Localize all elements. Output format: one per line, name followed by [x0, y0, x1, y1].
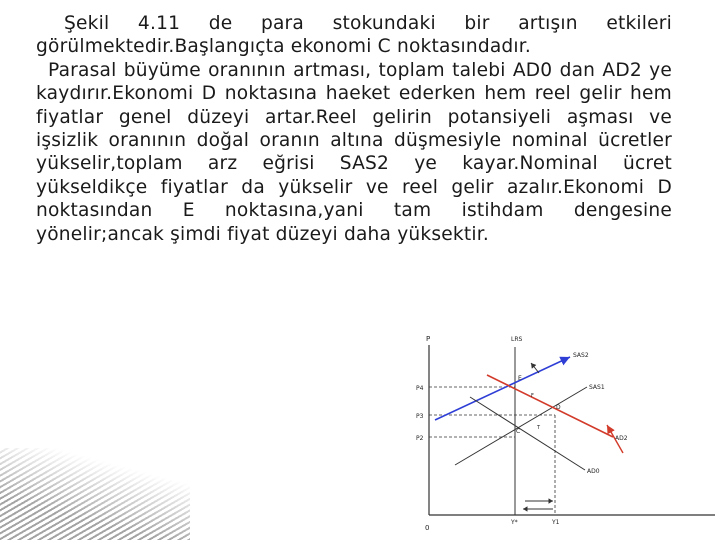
paragraph-1: Şekil 4.11 de para stokundaki bir artışın etkileri görülmektedir.Başlangıçta ekonomi C noktasındadır.	[36, 13, 672, 58]
price-label-p3: P3	[416, 413, 424, 420]
ad2-label: AD2	[615, 435, 628, 442]
sas1-label: SAS1	[589, 384, 605, 391]
sas1-line	[455, 387, 587, 465]
output-label-ystar: Y*	[511, 519, 518, 526]
sas2-line	[435, 357, 570, 420]
point-label-t: T	[537, 425, 541, 431]
ad0-line	[470, 397, 585, 470]
economic-figure	[415, 325, 720, 540]
sas-shift-arrow	[531, 363, 539, 373]
point-label-f: F	[531, 393, 534, 399]
origin-label: 0	[425, 524, 430, 532]
point-label-c: C	[516, 428, 521, 435]
y-axis-label: P	[426, 335, 431, 343]
lrs-label: LRS	[511, 336, 523, 343]
price-label-p4: P4	[416, 385, 424, 392]
point-label-d: D	[556, 404, 561, 411]
point-label-e: E	[518, 375, 522, 382]
decorative-stripes	[0, 448, 190, 540]
body-text	[36, 12, 672, 246]
sas2-label: SAS2	[573, 352, 589, 359]
ad0-label: AD0	[587, 468, 600, 475]
paragraph-2: Parasal büyüme oranının artması, toplam talebi AD0 dan AD2 ye kaydırır.Ekonomi D noktasına haeket ederken hem reel gelir hem fiyatlar genel düzeyi artar.Reel gelirin potansiyeli aşması ve işsizlik oranının doğal oranın altına düşmesiyle nominal ücretler yükselir,toplam arz eğrisi SAS2 ye kayar.Nominal ücret yükseldikçe fiyatlar da yükselir ve reel gelir azalır.Ekonomi D noktasından E noktasına,yani tam istihdam dengesine yönelir;ancak şimdi fiyat düzeyi daha yüksektir.	[36, 59, 672, 245]
figure-svg	[415, 325, 720, 540]
output-label-y1: Y1	[552, 519, 560, 526]
price-label-p2: P2	[416, 435, 424, 442]
